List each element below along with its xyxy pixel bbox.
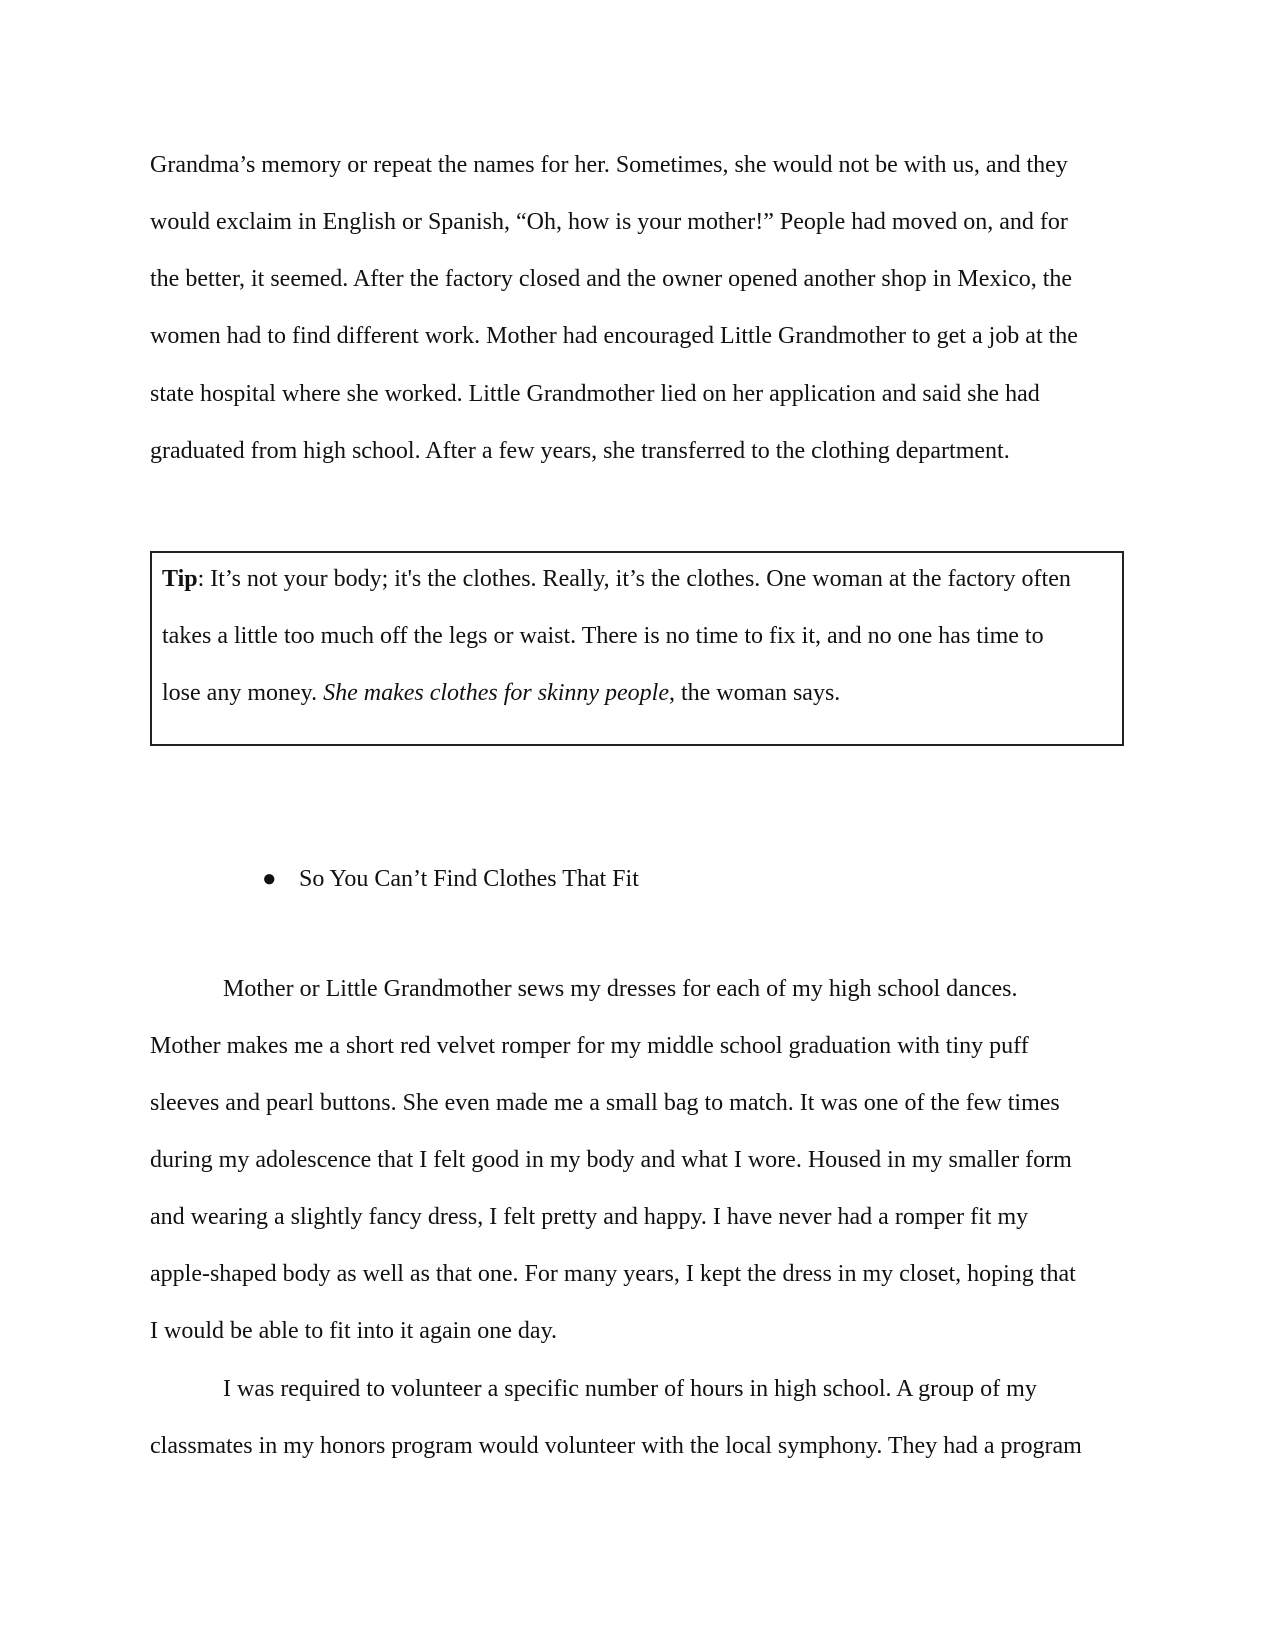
paragraph1-line-3: the better, it seemed. After the factory closed and the owner opened another shop in Mexico, the (150, 266, 1073, 292)
paragraph3-line-1: I was required to volunteer a specific number of hours in high school. A group of my (223, 1376, 1037, 1402)
paragraph2-line-6: apple-shaped body as well as that one. For many years, I kept the dress in my closet, hoping that (150, 1261, 1076, 1287)
tip-line-2: takes a little too much off the legs or waist. There is no time to fix it, and no one has time to (162, 623, 1044, 649)
tip-box (150, 551, 1124, 746)
paragraph2-line-3: sleeves and pearl buttons. She even made me a small bag to match. It was one of the few times (150, 1090, 1060, 1116)
paragraph1-line-6: graduated from high school. After a few years, she transferred to the clothing department. (150, 438, 1010, 464)
paragraph2-line-2: Mother makes me a short red velvet romper for my middle school graduation with tiny puff (150, 1033, 1029, 1059)
section-heading: So You Can’t Find Clothes That Fit (299, 866, 639, 892)
tip-quote-italic: She makes clothes for skinny people (323, 680, 669, 706)
paragraph1-line-5: state hospital where she worked. Little Grandmother lied on her application and said she had (150, 381, 1040, 407)
tip-line-3-start: lose any money. (162, 680, 324, 706)
paragraph3-line-2: classmates in my honors program would volunteer with the local symphony. They had a program (150, 1433, 1082, 1459)
bullet-icon: ● (262, 866, 277, 892)
paragraph1-line-4: women had to find different work. Mother had encouraged Little Grandmother to get a job at the (150, 323, 1078, 349)
paragraph2-line-4: during my adolescence that I felt good in my body and what I wore. Housed in my smaller form (150, 1147, 1072, 1173)
tip-line-3-end: , the woman says. (668, 680, 841, 706)
tip-label: Tip (162, 566, 198, 592)
paragraph2-line-7: I would be able to fit into it again one day. (150, 1318, 558, 1344)
paragraph1-line-2: would exclaim in English or Spanish, “Oh, how is your mother!” People had moved on, and for (150, 209, 1068, 235)
tip-line-1-text: : It’s not your body; it's the clothes. Really, it’s the clothes. One woman at the factory often (197, 566, 1071, 592)
paragraph1-line-1: Grandma’s memory or repeat the names for her. Sometimes, she would not be with us, and they (150, 152, 1068, 178)
tip-line-1 (162, 564, 1071, 594)
paragraph2-line-5: and wearing a slightly fancy dress, I felt pretty and happy. I have never had a romper fit my (150, 1204, 1029, 1230)
tip-line-3 (162, 678, 840, 708)
paragraph2-line-1: Mother or Little Grandmother sews my dresses for each of my high school dances. (223, 976, 1018, 1002)
